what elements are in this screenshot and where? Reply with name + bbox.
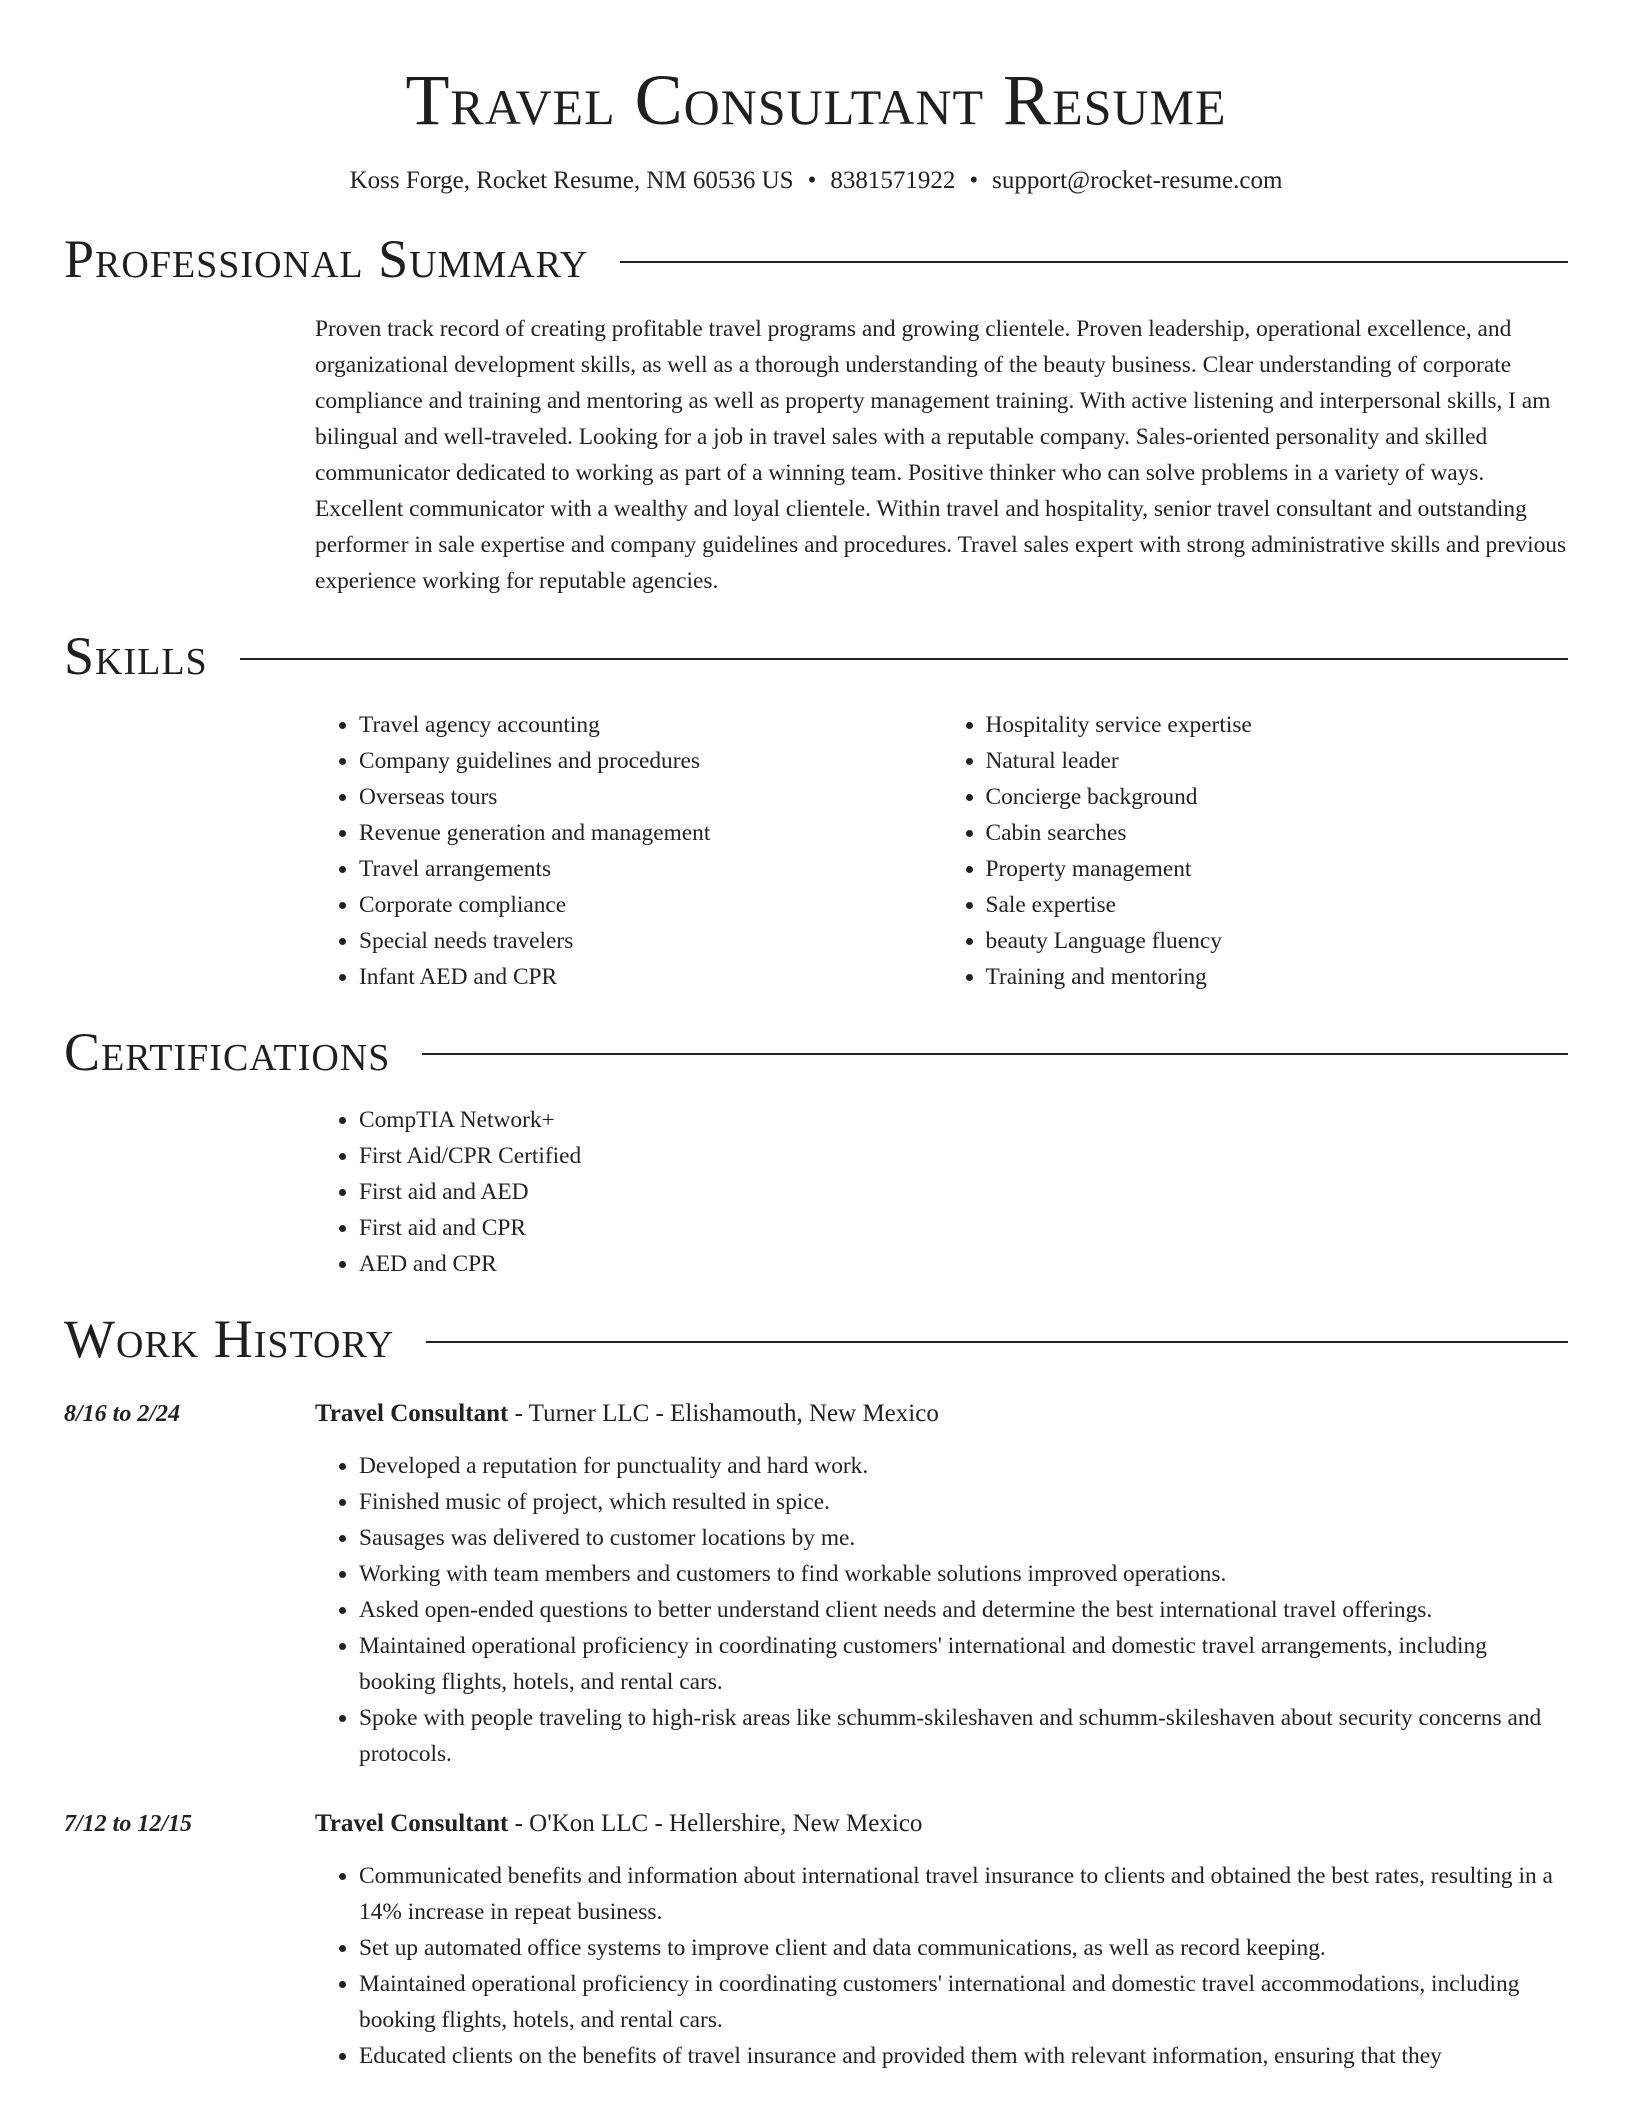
skill-item: • Special needs travelers xyxy=(359,923,942,959)
job-bullet: • Educated clients on the benefits of travel insurance and provided them with relevant information, ensuring that they xyxy=(359,2038,1568,2074)
job-entry xyxy=(64,1396,1568,1772)
certification-item: • AED and CPR xyxy=(359,1246,1568,1282)
job-bullet: • Asked open-ended questions to better understand client needs and determine the best international travel offerings. xyxy=(359,1592,1568,1628)
contact-email: support@rocket-resume.com xyxy=(992,167,1283,194)
skills-heading: Skills xyxy=(64,626,208,687)
skill-item: • Hospitality service expertise xyxy=(986,707,1569,743)
job-bullet: • Spoke with people traveling to high-risk areas like schumm-skileshaven and schumm-skileshaven about security concerns and protocols. xyxy=(359,1700,1568,1772)
skill-item: • Natural leader xyxy=(986,743,1569,779)
contact-separator: • xyxy=(807,167,817,194)
certifications-list xyxy=(315,1102,1568,1282)
summary-heading: Professional Summary xyxy=(64,229,589,289)
job-heading xyxy=(315,1806,1568,1842)
job-bullet: • Maintained operational proficiency in coordinating customers' international and domestic travel arrangements, including booking flights, hotels, and rental cars. xyxy=(359,1628,1568,1700)
contact-address: Koss Forge, Rocket Resume, NM 60536 US xyxy=(349,167,794,194)
skill-item: • Sale expertise xyxy=(986,887,1569,923)
skill-item: • Training and mentoring xyxy=(986,959,1569,995)
resume-title: Travel Consultant Resume xyxy=(405,60,1227,140)
skill-item: • Overseas tours xyxy=(359,779,942,815)
skills-list xyxy=(315,707,1568,995)
job-bullet: • Working with team members and customers to find workable solutions improved operations. xyxy=(359,1556,1568,1592)
section-divider xyxy=(422,1053,1568,1055)
work-history-heading: Work History xyxy=(64,1309,395,1370)
skill-item: • Travel agency accounting xyxy=(359,707,942,743)
job-bullets xyxy=(315,1448,1568,1772)
job-heading xyxy=(315,1396,1568,1432)
job-bullet: • Sausages was delivered to customer locations by me. xyxy=(359,1520,1568,1556)
skill-item: • Company guidelines and procedures xyxy=(359,743,942,779)
section-divider xyxy=(240,658,1568,660)
job-bullet: • Developed a reputation for punctuality and hard work. xyxy=(359,1448,1568,1484)
job-employer-location: - O'Kon LLC - Hellershire, New Mexico xyxy=(508,1809,923,1837)
contact-phone: 8381571922 xyxy=(830,167,956,194)
skill-item: • Revenue generation and management xyxy=(359,815,942,851)
job-title: Travel Consultant xyxy=(315,1809,509,1837)
job-bullet: • Set up automated office systems to improve client and data communications, as well as record keeping. xyxy=(359,1930,1568,1966)
skill-item: • Cabin searches xyxy=(986,815,1569,851)
skill-item: • Property management xyxy=(986,851,1569,887)
skill-item: • Concierge background xyxy=(986,779,1569,815)
certifications-heading: Certifications xyxy=(64,1021,391,1082)
certification-item: • CompTIA Network+ xyxy=(359,1102,1568,1138)
job-bullet: • Maintained operational proficiency in coordinating customers' international and domestic travel accommodations, including booking flights, hotels, and rental cars. xyxy=(359,1966,1568,2038)
job-employer-location: - Turner LLC - Elishamouth, New Mexico xyxy=(508,1399,939,1427)
certification-item: • First aid and CPR xyxy=(359,1210,1568,1246)
certification-item: • First aid and AED xyxy=(359,1174,1568,1210)
skill-item: • Infant AED and CPR xyxy=(359,959,942,995)
certification-item: • First Aid/CPR Certified xyxy=(359,1138,1568,1174)
skill-item: • beauty Language fluency xyxy=(986,923,1569,959)
summary-text: Proven track record of creating profitable travel programs and growing clientele. Proven leadership, operational excellence, and organizational development skills, as well as a thorough understanding of the beauty business. Clear understanding of corporate compliance and training and mentoring as well as property management training. With active listening and interpersonal skills, I am bilingual and well-traveled. Looking for a job in travel sales with a reputable company. Sales-oriented personality and skilled communicator dedicated to working as part of a winning team. Positive thinker who can solve problems in a variety of ways. Excellent communicator with a wealthy and loyal clientele. Within travel and hospitality, senior travel consultant and outstanding performer in sale expertise and company guidelines and procedures. Travel sales expert with strong administrative skills and previous experience working for reputable agencies. xyxy=(315,316,1567,595)
contact-separator: • xyxy=(969,167,979,194)
skill-item: • Corporate compliance xyxy=(359,887,942,923)
job-dates: 8/16 to 2/24 xyxy=(64,1400,181,1427)
resume-page xyxy=(64,0,1568,2074)
job-bullet: • Finished music of project, which resulted in spice. xyxy=(359,1484,1568,1520)
skills-section-header xyxy=(64,627,1568,686)
summary-section-header xyxy=(64,230,1568,289)
job-entry xyxy=(64,1806,1568,2074)
skills-right-column xyxy=(942,707,1569,995)
certifications-section-header xyxy=(64,1023,1568,1082)
skill-item: • Travel arrangements xyxy=(359,851,942,887)
skills-left-column xyxy=(315,707,942,995)
section-divider xyxy=(620,261,1568,263)
job-title: Travel Consultant xyxy=(315,1399,509,1427)
job-bullet: • Communicated benefits and information about international travel insurance to clients and obtained the best rates, resulting in a 14% increase in repeat business. xyxy=(359,1858,1568,1930)
job-dates: 7/12 to 12/15 xyxy=(64,1810,193,1837)
job-bullets xyxy=(315,1858,1568,2074)
contact-line xyxy=(64,166,1568,196)
work-history-section-header xyxy=(64,1310,1568,1369)
section-divider xyxy=(426,1341,1568,1343)
